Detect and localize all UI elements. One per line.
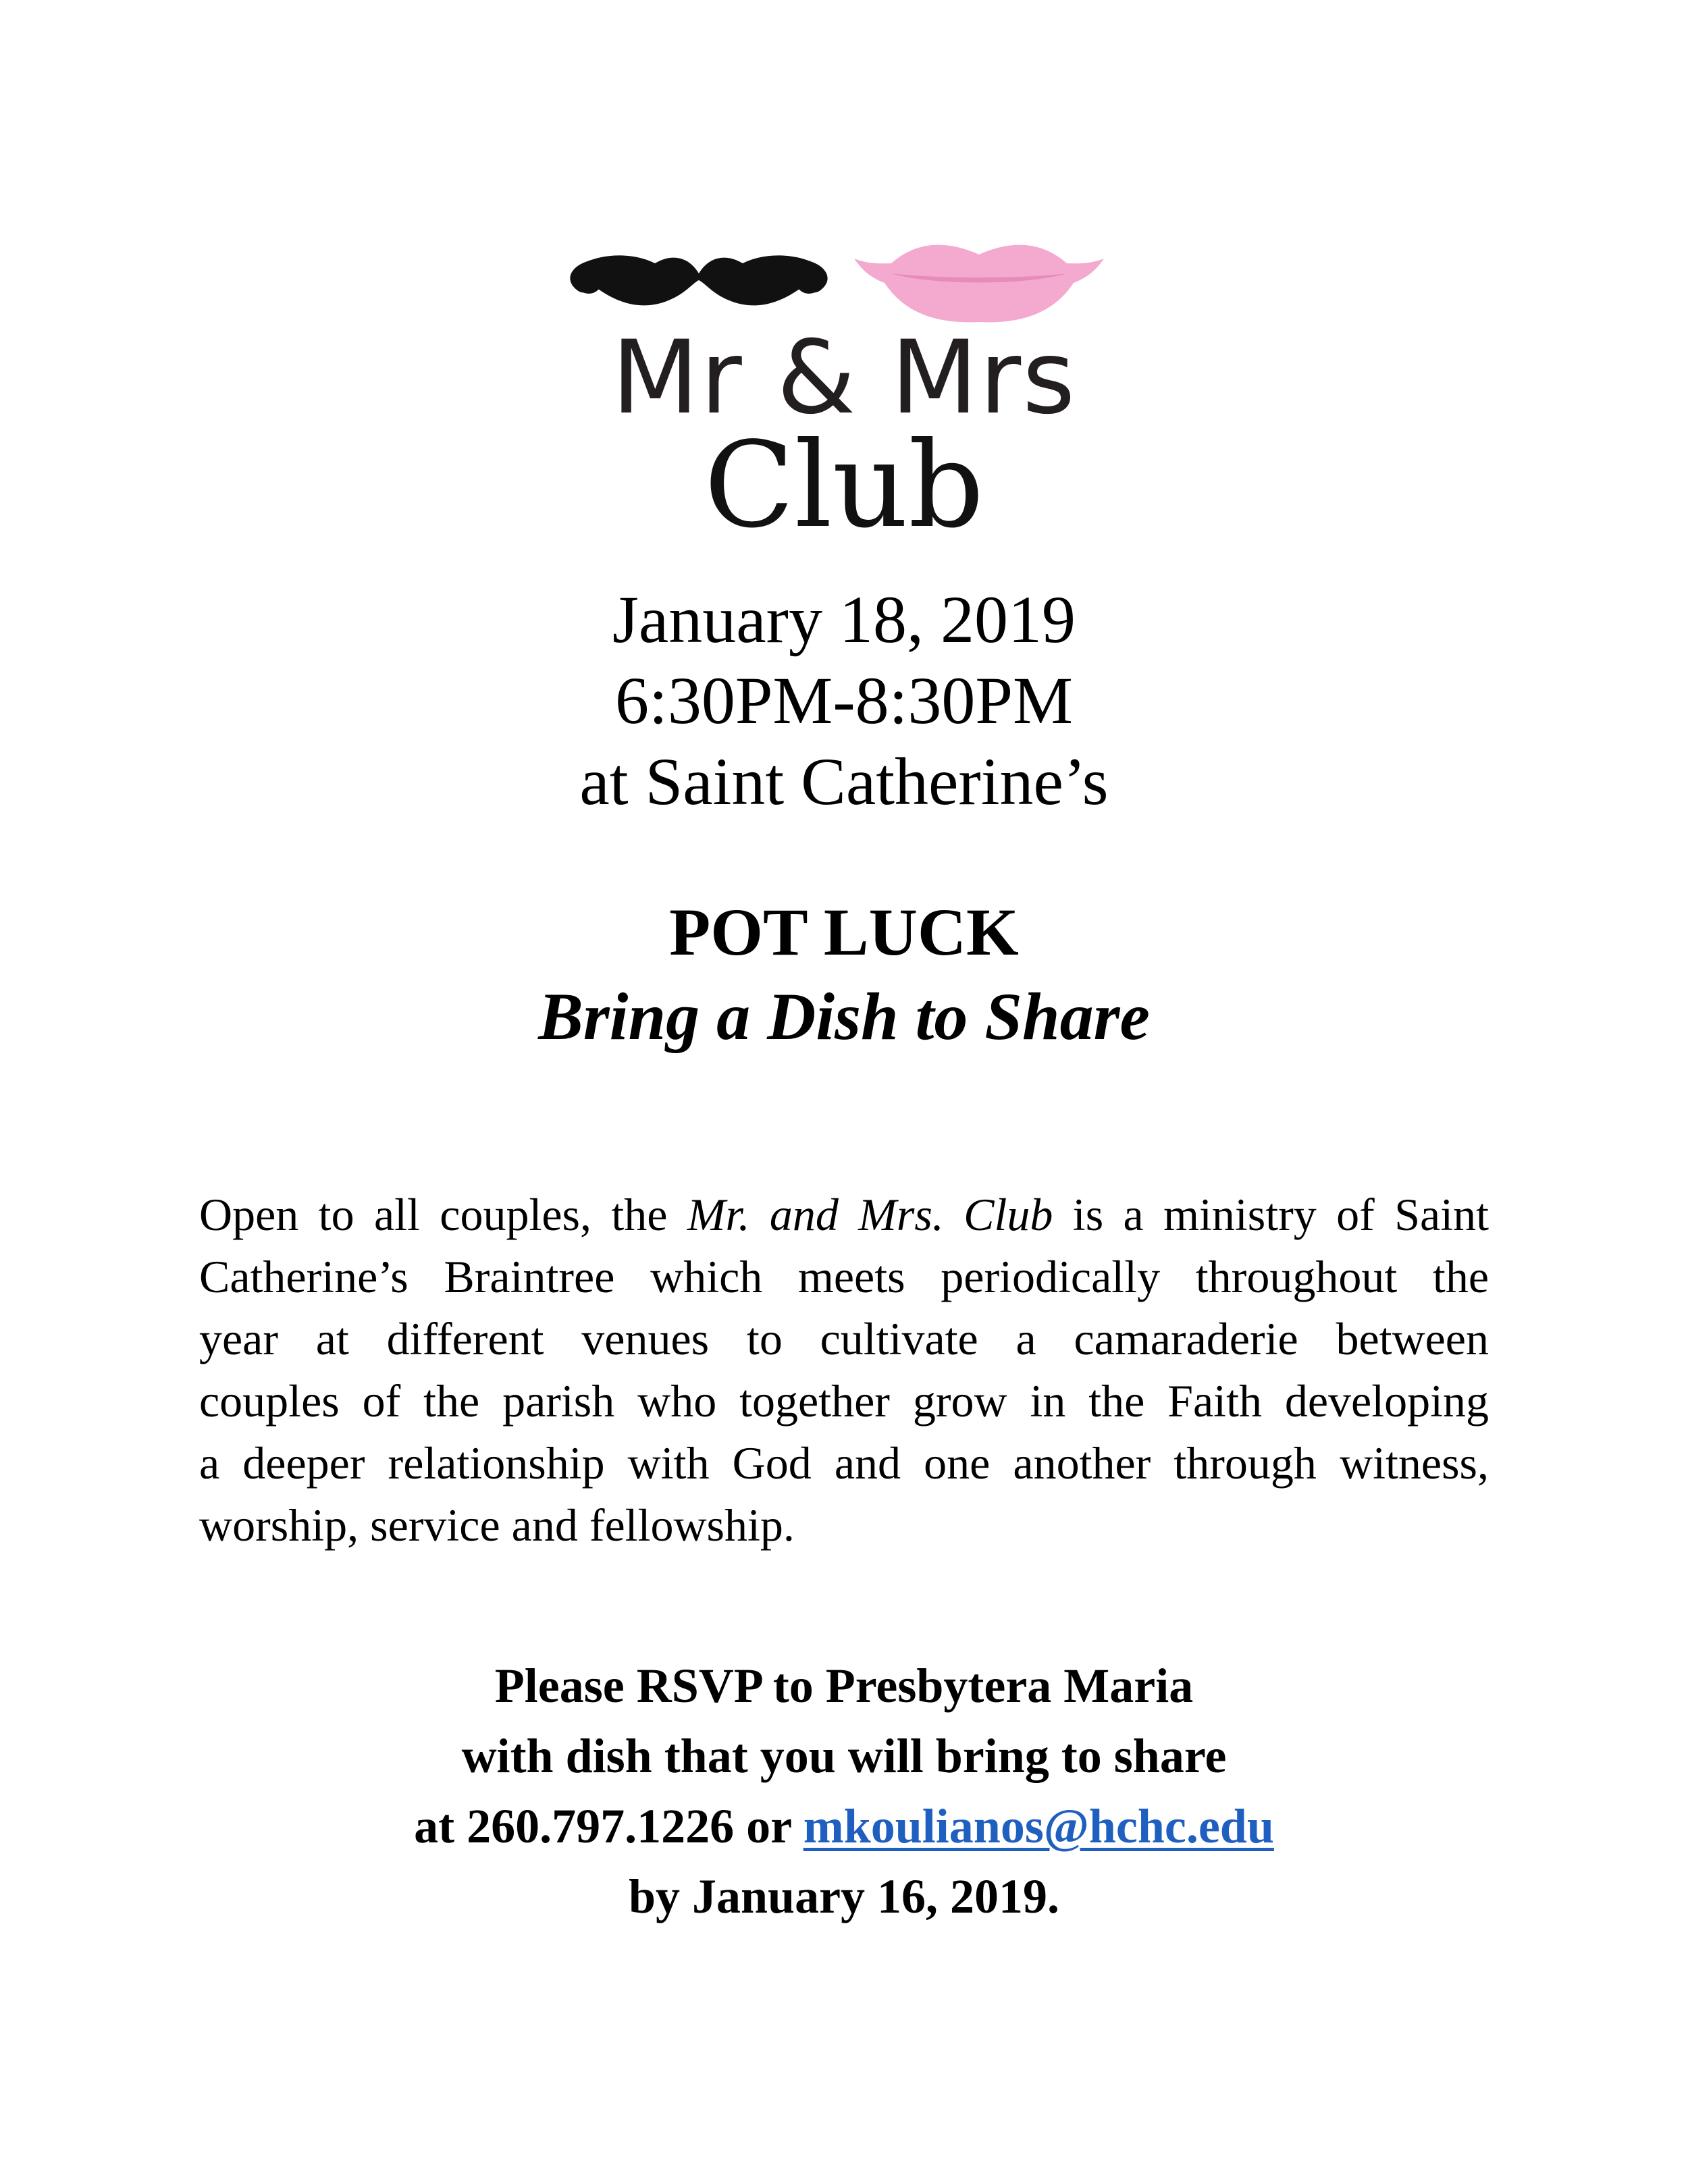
event-date: January 18, 2019 <box>612 582 1076 657</box>
rsvp-line: with dish that you will bring to share <box>461 1729 1227 1783</box>
rsvp-line: Please RSVP to Presbytera Maria <box>494 1659 1194 1713</box>
description-line <box>199 1183 1489 1246</box>
rsvp-block <box>0 1651 1688 1932</box>
description-line: Catherine’s Braintree which meets periodically throughout the <box>199 1251 1489 1302</box>
lips-icon <box>854 245 1104 323</box>
potluck-heading: POT LUCK <box>669 895 1019 969</box>
description-line: year at different venues to cultivate a camaraderie between <box>199 1313 1489 1364</box>
event-time: 6:30PM-8:30PM <box>615 663 1073 738</box>
logo-text: Mr & Mrs <box>611 319 1077 437</box>
rsvp-phone-text: at 260.797.1226 or <box>414 1799 803 1853</box>
event-details <box>0 579 1688 822</box>
rsvp-deadline: by January 16, 2019. <box>628 1869 1060 1923</box>
rsvp-contact-line <box>0 1791 1688 1861</box>
mustache-icon <box>570 255 827 305</box>
event-location: at Saint Catherine’s <box>579 744 1109 819</box>
description-line: couples of the parish who together grow in the Faith developing <box>199 1375 1489 1427</box>
club-description <box>199 1183 1489 1556</box>
description-line: worship, service and fellowship. <box>199 1499 795 1551</box>
club-title: Club <box>704 417 984 554</box>
potluck-subheading: Bring a Dish to Share <box>538 979 1150 1054</box>
description-text: Open to all couples, the <box>199 1189 687 1240</box>
description-line: a deeper relationship with God and one another through witness, <box>199 1437 1489 1489</box>
description-text: is a ministry of Saint <box>1053 1189 1489 1240</box>
mr-mrs-logo <box>554 199 1134 442</box>
club-name-italic: Mr. and Mrs. Club <box>687 1189 1053 1240</box>
email-link[interactable]: mkoulianos@hchc.edu <box>803 1799 1274 1853</box>
